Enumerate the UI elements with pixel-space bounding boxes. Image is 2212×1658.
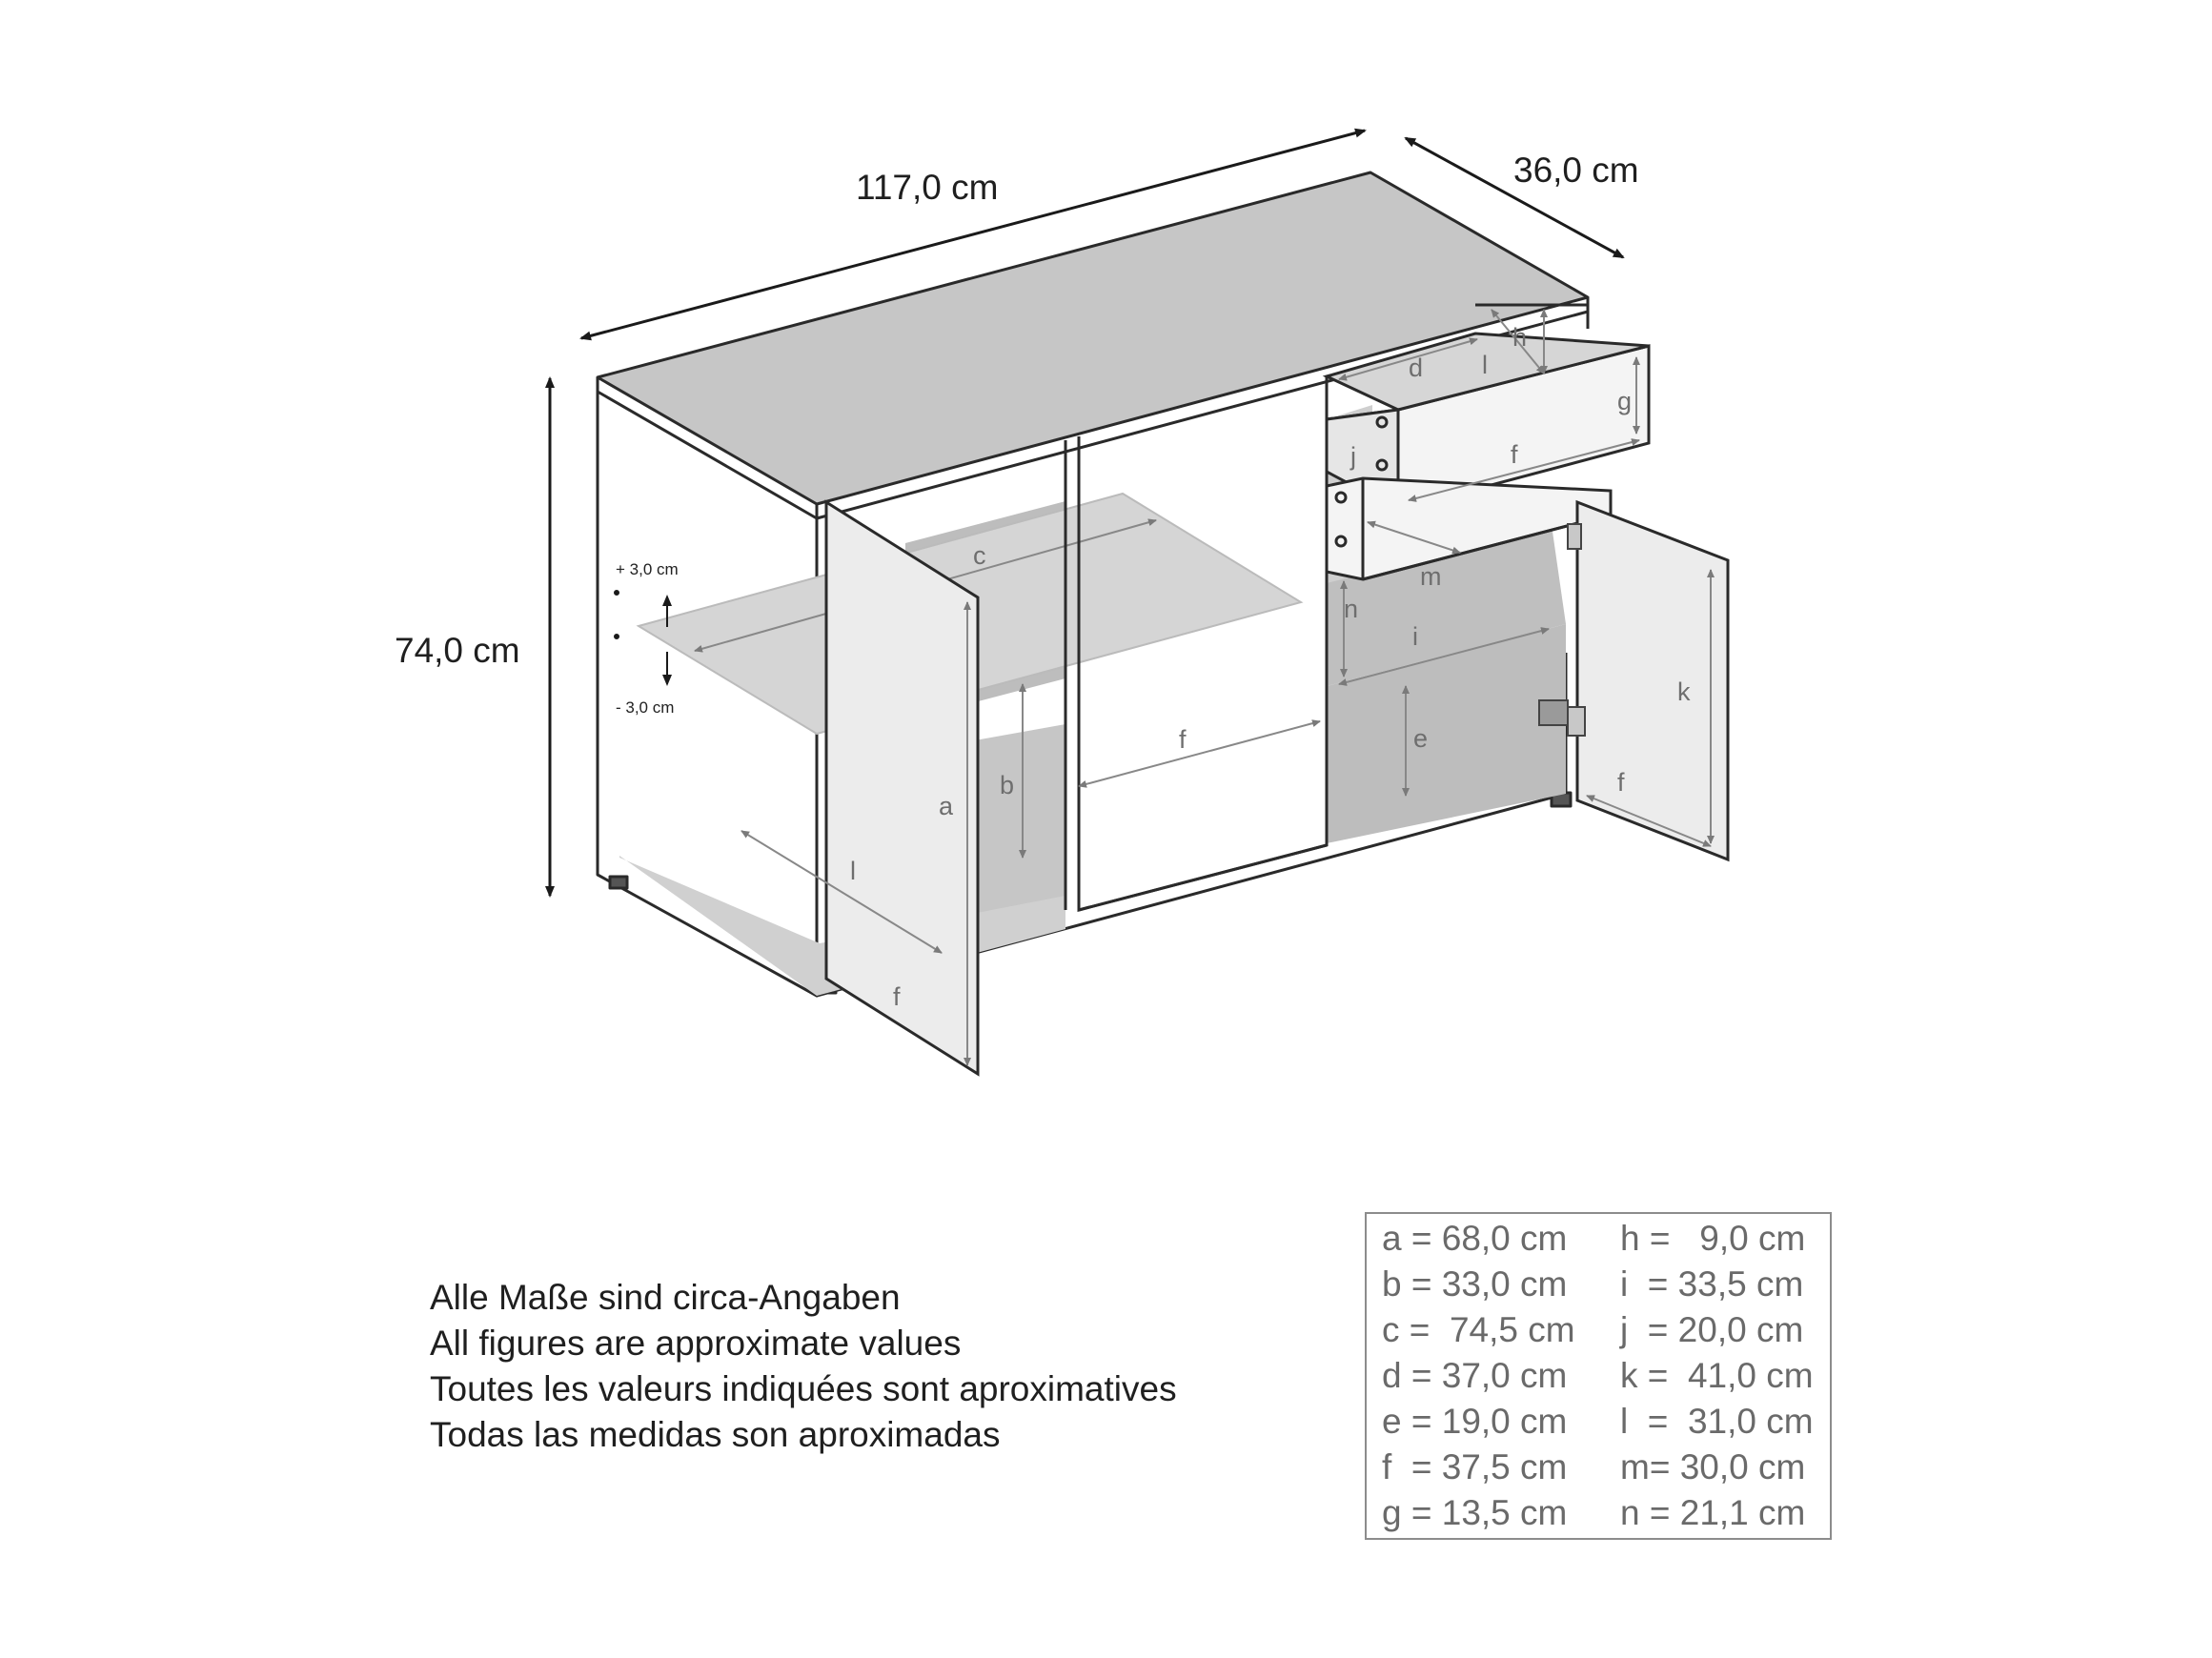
note-fr: Toutes les valeurs indiquées sont aproximatives [430,1369,1177,1408]
approximate-values-note [430,1275,1177,1458]
letter-e: e [1413,724,1429,753]
letter-a: a [939,792,954,820]
letter-i: i [1412,622,1418,651]
dimension-legend [1365,1212,1832,1540]
letter-l-floor: l [850,857,856,885]
letter-h: h [1512,323,1528,352]
legend-row [1382,1262,1804,1307]
legend-left: a = 68,0 cm [1382,1219,1568,1258]
hinge-icon [1539,700,1568,725]
letter-l-drawer: l [1482,351,1488,379]
letter-f-left-door: f [893,982,901,1011]
legend-right: n = 21,1 cm [1620,1493,1806,1532]
letter-g: g [1617,387,1633,415]
legend-left: e = 19,0 cm [1382,1402,1568,1441]
left-door [826,502,978,1074]
legend-right: l = 31,0 cm [1620,1402,1814,1441]
legend-right: j = 20,0 cm [1620,1310,1804,1349]
letter-k: k [1677,677,1691,706]
shelf-down-label: - 3,0 cm [616,698,675,717]
note-es: Todas las medidas son aproximadas [430,1415,1001,1454]
letter-n: n [1344,595,1359,623]
letter-m: m [1420,562,1442,591]
letter-f-mid: f [1179,725,1187,754]
legend-left: d = 37,0 cm [1382,1356,1568,1395]
legend-left: f = 37,5 cm [1382,1447,1568,1486]
legend-row [1382,1307,1804,1353]
letter-b: b [1000,771,1015,799]
width-label: 117,0 cm [856,168,999,207]
height-label: 74,0 cm [395,631,520,670]
letter-d: d [1409,354,1424,382]
legend-right: k = 41,0 cm [1620,1356,1814,1395]
legend-row [1382,1490,1806,1536]
legend-row [1382,1216,1806,1262]
letter-f-drawer: f [1511,440,1518,469]
letter-c: c [973,541,986,570]
legend-left: g = 13,5 cm [1382,1493,1568,1532]
legend-row [1382,1399,1814,1445]
legend-row [1382,1445,1806,1490]
legend-right: h = 9,0 cm [1620,1219,1806,1258]
legend-right: i = 33,5 cm [1620,1264,1804,1304]
shelf-up-label: + 3,0 cm [616,560,679,578]
letter-j: j [1350,442,1356,471]
legend-right: m= 30,0 cm [1620,1447,1806,1486]
legend-row [1382,1353,1814,1399]
note-de: Alle Maße sind circa-Angaben [430,1278,901,1317]
legend-left: c = 74,5 cm [1382,1310,1575,1349]
legend-left: b = 33,0 cm [1382,1264,1568,1304]
letter-f-right-door: f [1617,768,1625,797]
note-en: All figures are approximate values [430,1324,962,1363]
depth-label: 36,0 cm [1513,151,1639,190]
